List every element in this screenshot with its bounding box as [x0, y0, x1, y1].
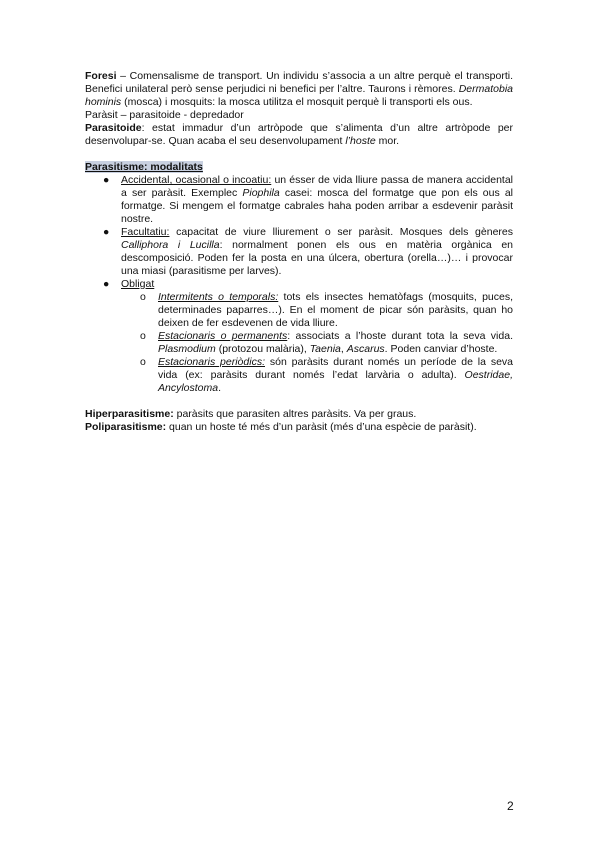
- intermitents-text: tots els insectes hematòfags (mosquits, puces, determinades paparres…). En el moment de picar són paràsits, quan ho deixen de fer esdevenen de vida lliure.: [158, 291, 514, 329]
- sub-bullet-icon: o: [140, 330, 146, 342]
- sublist-item-estacionaris: [85, 330, 513, 356]
- hiperparasitisme-term: Hiperparasitisme:: [85, 408, 174, 420]
- sublist-item-periodics: [85, 356, 513, 395]
- foresi-term: Foresi: [85, 70, 117, 82]
- accidental-text2: casei: mosca del formatge que pon els ous al formatge. Si mengem el formatge cabrales haha poden arribar a esdevenir paràsit nostre.: [121, 187, 513, 225]
- estacionaris-text4: . Poden canviar d’hoste.: [384, 343, 498, 355]
- estacionaris-sp2: Taenia: [309, 343, 341, 355]
- estacionaris-text3: ,: [340, 343, 347, 355]
- foresi-text1: Comensalisme de transport. Un individu s’associa a un altre perquè el transporti. Benefici unilateral però sense perjudici ni benefici per l’altre. Taurons i rèmores.: [85, 70, 513, 95]
- list-item-accidental: [85, 174, 513, 226]
- parasitoide-term: Parasitoide: [85, 122, 142, 134]
- poliparasitisme-text: quan un hoste té més d’un paràsit (més d’una espècie de paràsit).: [166, 421, 477, 433]
- poliparasitisme-term: Poliparasitisme:: [85, 421, 167, 433]
- page-number: 2: [507, 799, 514, 813]
- parasitoide-italic: l’hoste: [345, 135, 376, 147]
- list-item-obligat: [85, 278, 513, 291]
- document-page: [85, 70, 513, 434]
- estacionaris-text1: : associats a l’hoste durant tota la seva vida.: [287, 330, 513, 342]
- bullet-icon: ●: [103, 278, 110, 290]
- parasitoide-paragraph: [85, 122, 513, 148]
- accidental-label: Accidental, ocasional o incoatiu:: [121, 174, 272, 186]
- intermitents-label: Intermitents o temporals:: [158, 291, 279, 303]
- section-heading-text: Parasitisme: modalitats: [85, 161, 203, 173]
- foresi-species: Dermatobia hominis: [85, 83, 513, 108]
- modalitats-list: [85, 174, 513, 291]
- obligat-sublist: [85, 291, 513, 395]
- list-item-facultatiu: [85, 226, 513, 278]
- parasitoide-text1: : estat immadur d’un artròpode que s’alimenta d’un altre artròpode per desenvolupar-se. Quan acaba el seu desenvolupament: [85, 122, 513, 147]
- estacionaris-text2: (protozou malària),: [215, 343, 310, 355]
- facultatiu-text1: capacitat de viure lliurement o ser paràsit. Mosques dels gèneres: [169, 226, 513, 238]
- bullet-icon: ●: [103, 226, 110, 238]
- parasit-line: Paràsit – parasitoide - depredador: [85, 109, 244, 121]
- spacer: [85, 395, 513, 408]
- accidental-species: Piophila: [242, 187, 280, 199]
- periodics-label: Estacionaris periòdics:: [158, 356, 265, 368]
- periodics-text1: són paràsits durant només un període de la seva vida (ex: paràsits durant només l’edat larvària o adulta).: [158, 356, 514, 381]
- bullet-icon: ●: [103, 174, 110, 186]
- sublist-item-intermitents: [85, 291, 513, 330]
- facultatiu-label: Facultatiu:: [121, 226, 170, 238]
- parasitoide-text2: mor.: [375, 135, 400, 147]
- sub-bullet-icon: o: [140, 356, 146, 368]
- foresi-sep: –: [116, 70, 130, 82]
- periodics-text2: .: [218, 382, 222, 394]
- section-heading: [85, 161, 513, 174]
- foresi-text2: (mosca) i mosquits: la mosca utilitza el mosquit perquè li transporti els ous.: [121, 96, 473, 108]
- estacionaris-label: Estacionaris o permanents: [158, 330, 288, 342]
- sub-bullet-icon: o: [140, 291, 146, 303]
- facultatiu-species: Calliphora i Lucilla: [121, 239, 220, 251]
- estacionaris-sp1: Plasmodium: [158, 343, 216, 355]
- poliparasitisme-paragraph: [85, 421, 513, 434]
- hiperparasitisme-text: paràsits que parasiten altres paràsits. Va per graus.: [173, 408, 417, 420]
- facultatiu-text2: : normalment ponen els ous en matèria orgànica en descomposició. Poden fer la posta en una úlcera, obertura (orella…)… i provocar una miasi (parasitisme per larves).: [121, 239, 513, 277]
- estacionaris-sp3: Ascarus: [346, 343, 385, 355]
- obligat-label: Obligat: [121, 278, 155, 290]
- hiperparasitisme-paragraph: [85, 408, 513, 421]
- accidental-text1: un ésser de vida lliure passa de manera accidental a ser paràsit. Exemplec: [121, 174, 513, 199]
- foresi-paragraph: [85, 70, 513, 109]
- periodics-species: Oestridae, Ancylostoma: [158, 369, 513, 394]
